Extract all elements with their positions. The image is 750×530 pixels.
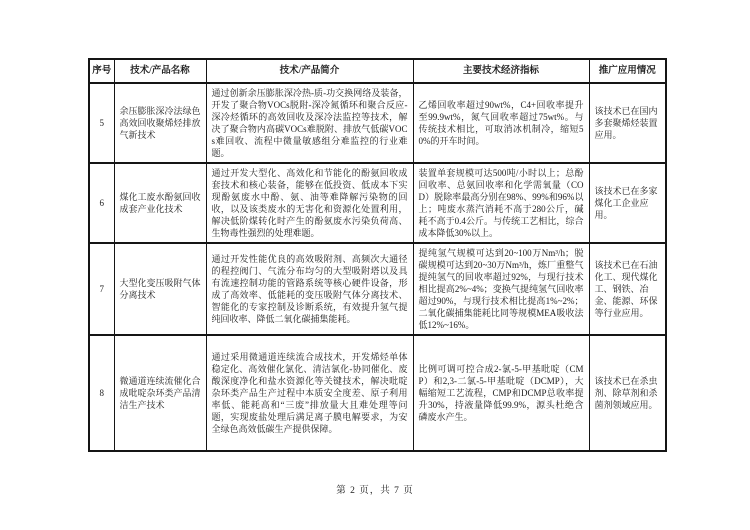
column-header-intro: 技术/产品简介 [206, 59, 413, 83]
product-intro: 通过创新余压膨胀深冷热-质-功交换网络及装备，开发了聚合物VOCs脱附-深冷氮循环和聚合反应-深冷烃循环的高效回收及深冷法监控等技术，解决了聚合物内高碳VOCs难脱附、排放气低碳VOCs难回收、流程中微量敏感组分难监控的行业难题。 [206, 83, 413, 163]
promotion-status: 该技术已在多家煤化工企业应用。 [589, 163, 666, 243]
row-number: 5 [89, 83, 114, 163]
row-number: 8 [89, 335, 114, 451]
promotion-status: 该技术已在石油化工、现代煤化工、钢铁、冶金、能源、环保等行业应用。 [589, 243, 666, 335]
promotion-status: 该技术已在国内多套聚烯烃装置应用。 [589, 83, 666, 163]
tech-indicators: 比例可调可控合成2-氯-5-甲基吡啶（CMP）和2,3-二氯-5-甲基吡啶（DCMP），大幅缩短工艺流程，CMP和DCMP总收率提升30%，持液量降低99.9%，源头杜绝含磷废水产生。 [413, 335, 589, 451]
product-name: 余压膨胀深冷法绿色高效回收聚烯烃排放气新技术 [114, 83, 206, 163]
product-intro: 通过采用微通道连续流合成技术，开发烯烃单体稳定化、高效催化氯化、清洁氯化-协同催化、废酸深度净化和盐水资源化等关键技术，解决吡啶杂环类产品生产过程中本质安全度差、原子利用率低、能耗高和“三废”排放量大且难处理等问题，实现废盐处理后满足离子膜电解要求，为安全绿色高效低碳生产提供保障。 [206, 335, 413, 451]
row-number: 6 [89, 163, 114, 243]
table-row [89, 163, 666, 243]
product-intro: 通过开发性能优良的高效吸附剂、高频次大通径的程控阀门、气流分布均匀的大型吸附塔以及具有流速控制功能的管路系统等核心硬件设备，形成了高效率、低能耗的变压吸附气体分离技术、智能化的专家控制及诊断系统，有效提升氢气提纯回收率、降低二氧化碳捕集能耗。 [206, 243, 413, 335]
technology-table [88, 58, 667, 452]
column-header-name: 技术/产品名称 [114, 59, 206, 83]
table-row [89, 335, 666, 451]
product-name: 煤化工废水酚氨回收成套产业化技术 [114, 163, 206, 243]
table-header-row [89, 59, 666, 83]
table-row [89, 83, 666, 163]
column-header-index: 序号 [89, 59, 114, 83]
tech-indicators: 乙烯回收率超过90wt%，C4+回收率提升至99.9wt%，氮气回收率超过75wt%。与传统技术相比，可取消冰机制冷，缩短50%的开车时间。 [413, 83, 589, 163]
tech-indicators: 提纯氢气规模可达到20~100万Nm³/h；脱碳规模可达到20~30万Nm³/h，炼厂重整气提纯氢气的回收率超过92%，与现行技术相比提高2%~4%；变换气提纯氢气回收率超过90%，与现行技术相比提高1%~2%；二氧化碳捕集能耗比同等规模MEA吸收法低12%~16%。 [413, 243, 589, 335]
page-number: 第 2 页，共 7 页 [336, 486, 414, 496]
product-name: 微通道连续流催化合成吡啶杂环类产品清洁生产技术 [114, 335, 206, 451]
product-intro: 通过开发大型化、高效化和节能化的酚氨回收成套技术和核心装备，能够在低投资、低成本下实现酚氨废水中酚、氨、油等难降解污染物的回收，以及该类废水的无害化和资源化处置利用，解决低阶煤转化时产生的酚氨废水污染负荷高、生物毒性强烈的处理难题。 [206, 163, 413, 243]
column-header-indicators: 主要技术经济指标 [413, 59, 589, 83]
product-name: 大型化变压吸附气体分离技术 [114, 243, 206, 335]
row-number: 7 [89, 243, 114, 335]
column-header-promotion: 推广应用情况 [589, 59, 666, 83]
table-row [89, 243, 666, 335]
promotion-status: 该技术已在杀虫剂、除草剂和杀菌剂领域应用。 [589, 335, 666, 451]
tech-indicators: 装置单套规模可达500吨/小时以上；总酚回收率、总氨回收率和化学需氧量（COD）脱除率最高分别在98%、99%和96%以上；吨废水蒸汽消耗不高于280公斤，碱耗不高于0.4公斤。与传统工艺相比，综合成本降低30%以上。 [413, 163, 589, 243]
